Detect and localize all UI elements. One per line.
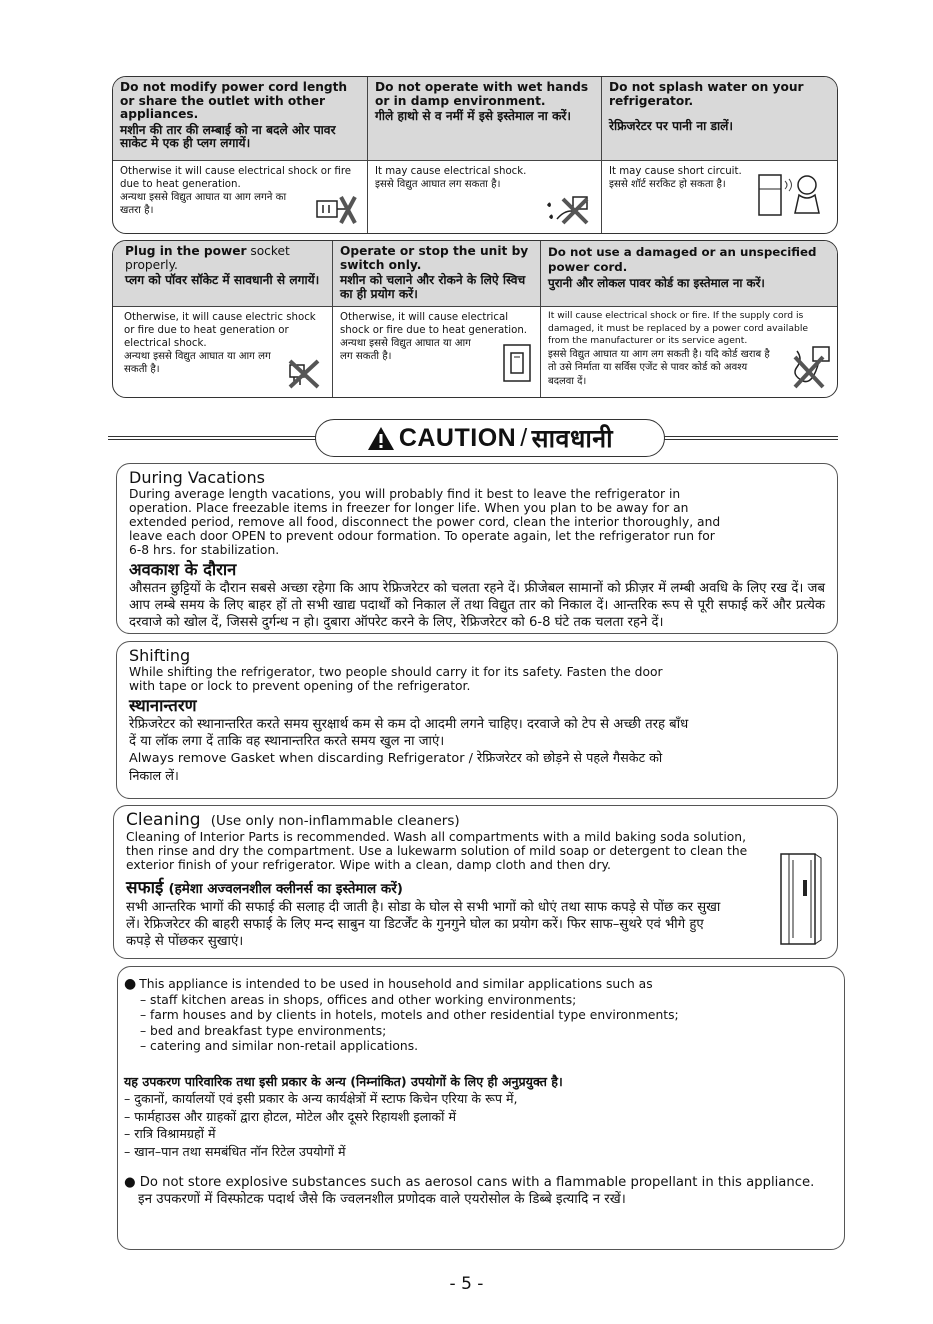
banner-rule-left xyxy=(108,436,316,440)
section-title-hi: सफाई xyxy=(126,878,164,898)
warning-heading xyxy=(113,77,367,161)
usage-intro-text: This appliance is intended to be used in household and similar applications such as xyxy=(139,977,653,991)
usage-item: – catering and similar non-retail applications. xyxy=(140,1039,419,1054)
caution-title: CAUTION xyxy=(398,423,517,452)
warning-heading-en: Plug in the power xyxy=(125,244,247,258)
warning-body-en: Otherwise, it will cause electric shock or fire due to heat generation or electrical shock. xyxy=(124,312,316,349)
warning-wet-hands xyxy=(368,77,602,233)
warning-body-hi: इससे विद्युत आघात या आग लग सकती है। यदि कोर्ड खराब है तो उसे निर्माता या सर्विस एजेंट से पावर कोर्ड को अवश्य बदलवा दें। xyxy=(548,348,770,387)
warning-heading xyxy=(333,241,540,307)
warning-body-en: It may cause electrical shock. xyxy=(375,166,527,177)
warning-heading-en: Do not operate with wet hands or in damp environment. xyxy=(375,80,589,108)
section-text-hi: औसतन छुट्टियों के दौरान सबसे अच्छा रहेगा कि आप रेफ्रिजरेटर को चलता रहने दें। फ्रीजेबल सामानों को फ्रीज़र में लम्बी अवधि के लिए रख दें। जब आप लम्बे समय के लिए बाहर हों तो सभी खाद्य पदार्थों को निकाल लें तथा विद्युत तार को निकाल दें। आन्तरिक रूप से पूरी सफाई करें और प्रत्येक दरवाजे को खोल दें, जिससे दुर्गन्ध न हो। दुबारा ऑपरेट करने के लिए, रेफ्रिजरेटर को 6-8 घंटे तक चलता रहने दें। xyxy=(129,581,825,631)
usage-item-hi: – खान–पान तथा समबंधित नॉन रिटेल उपयोगों में xyxy=(124,1143,346,1159)
warning-heading xyxy=(113,241,332,307)
warning-heading-hi: प्लग को पॉवर सॉकेट में सावधानी से लगायें। xyxy=(125,273,320,287)
warning-body-hi: इससे विद्युत आघात लग सकता है। xyxy=(375,179,501,190)
section-vacations xyxy=(116,463,838,634)
warning-damaged-cord xyxy=(541,241,837,397)
section-title: Shifting xyxy=(129,646,191,665)
warning-body xyxy=(113,161,367,233)
section-subtitle: (Use only non-inflammable cleaners) xyxy=(210,813,460,829)
water-splash-refrigerator-icon xyxy=(755,169,829,219)
warning-heading-hi: मशीन की तार की लम्बाई को ना बदले ओर पावर साकेट मे एक ही प्लग लगायें। xyxy=(120,122,336,150)
warning-body-en: It will cause electrical shock or fire. If the supply cord is damaged, it must be replaced by a power cord available from the manufacturer or its service agent. xyxy=(548,310,809,346)
warning-heading-hi: मशीन को चलाने और रोकने के लिऐ स्विच का ही प्रयोग करें। xyxy=(340,273,526,301)
warning-body-en: Otherwise, it will cause electrical shock or fire due to heat generation. xyxy=(340,312,528,336)
usage-item-hi: – रात्रि विश्रामग्रहों में xyxy=(124,1126,216,1142)
section-cleaning xyxy=(113,805,838,959)
warning-body-hi: अन्यथा इससे विद्युत आघात या आग लग सकती है। xyxy=(124,351,271,375)
warning-body xyxy=(541,307,837,397)
warning-body xyxy=(602,161,837,233)
warning-body-hi: अन्यथा इससे विद्युत आघात या आग लगने का खतरा है। xyxy=(120,192,287,216)
refrigerator-icon xyxy=(775,850,825,950)
section-title-hi: अवकाश के दौरान xyxy=(129,560,237,579)
warning-body-hi: अन्यथा इससे विद्युत आघात या आग लग सकती है। xyxy=(340,338,471,362)
warning-heading-en: Do not splash water on your refrigerator. xyxy=(609,80,804,108)
warning-heading-en: Do not use a damaged or an unspecified power cord. xyxy=(548,245,817,274)
warning-body xyxy=(333,307,540,397)
banner-rule-right xyxy=(664,436,838,440)
warning-body-en: Otherwise it will cause electrical shock or fire due to heat generation. xyxy=(120,166,352,190)
section-text-en: While shifting the refrigerator, two people should carry it for its safety. Fasten the door with tape or lock to prevent opening of the refrigerator. xyxy=(129,665,663,693)
section-title: During Vacations xyxy=(129,468,265,487)
warning-box-row1 xyxy=(112,76,838,234)
usage-item: – farm houses and by clients in hotels, motels and other residential type environments; xyxy=(140,1008,679,1023)
page-number: - 5 - xyxy=(449,1274,484,1294)
section-subtitle-hi: (हमेशा अज्वलनशील क्लीनर्स का इस्तेमाल करें) xyxy=(168,881,403,897)
warning-power-cord-modify xyxy=(113,77,368,233)
section-text-hi: रेफ्रिजरेटर को स्थानान्तरित करते समय सुरक्षार्थ कम से कम दो आदमी लगने चाहिए। दरवाजे को टेप से अच्छी तरह बाँध दें या लॉक लगा दें ताकि वह स्थानान्तरित करते समय खुल ना जाएं। xyxy=(129,717,689,750)
warning-heading-hi: रेफ्रिजरेटर पर पानी ना डालें। xyxy=(609,119,734,133)
usage-item-hi: – फार्महाउस और ग्राहकों द्वारा होटल, मोटेल और दूसरे रिहायशी इलाकों में xyxy=(124,1108,456,1124)
warning-water-splash xyxy=(602,77,837,233)
usage-item: – staff kitchen areas in shops, offices and other working environments; xyxy=(140,992,577,1007)
warning-heading xyxy=(541,241,837,307)
section-text-en: Cleaning of Interior Parts is recommended. Wash all compartments with a mild baking soda solution, then rinse and dry the compartment. Use a lukewarm solution of mild soap or detergent to clean the exterior finish of your refrigerator. Wipe with a clean, damp cloth and then dry. xyxy=(126,830,748,872)
section-title-hi: स्थानान्तरण xyxy=(129,696,197,715)
warning-body-hi: इससे शॉर्ट सरकिट हो सकता है। xyxy=(609,179,726,190)
explosive-warning: ● Do not store explosive substances such as aerosol cans with a flammable propellant in this appliance. xyxy=(124,1175,815,1191)
warning-heading-en-rest: socket properly. xyxy=(125,244,290,272)
warning-heading xyxy=(368,77,601,161)
warning-heading-en: Do not modify power cord length or share the outlet with other appliances. xyxy=(120,80,348,121)
gasket-note: Always remove Gasket when discarding Refrigerator / रेफ्रिजरेटर को छोड़ने से पहले गैसकेट को निकाल लें। xyxy=(129,751,663,784)
section-usage xyxy=(117,966,845,1250)
section-shifting xyxy=(116,641,838,799)
explosive-warning-text: Do not store explosive substances such as aerosol cans with a flammable propellant in this appliance. xyxy=(139,1175,815,1191)
warning-body xyxy=(113,307,332,397)
warning-box-row2 xyxy=(112,240,838,398)
caution-banner xyxy=(315,419,665,457)
usage-item: – bed and breakfast type environments; xyxy=(140,1023,387,1038)
wall-switch-icon xyxy=(502,343,532,383)
section-text-hi: सभी आन्तरिक भागों की सफाई की सलाह दी जाती है। सोडा के घोल से सभी भागों को धोएं तथा साफ कपड़े से पोंछ कर सुखा लें। रेफ्रिजरेटर की बाहरी सफाई के लिए मन्द साबुन या डिटर्जेंट के गुनगुने घोल का प्रयोग करें। फिर साफ–सुथरे एवं भीगे हुए कपड़े से पोंछकर सुखाएं। xyxy=(126,900,721,950)
usage-intro: ● This appliance is intended to be used in household and similar applications such as xyxy=(124,976,653,992)
warning-heading-en: Operate or stop the unit by switch only. xyxy=(340,244,529,272)
wet-hand-prohibited-icon xyxy=(543,193,593,227)
explosive-warning-hi: इन उपकरणों में विस्फोटक पदार्थ जैसे कि ज्वलनशील प्रणोदक वाले एयरोसोल के डिब्बे इत्यादि न रखें। xyxy=(138,1192,626,1208)
warning-body xyxy=(368,161,601,233)
warning-body-en: It may cause short circuit. xyxy=(609,166,742,177)
warning-switch-only xyxy=(333,241,541,397)
caution-separator: / xyxy=(520,423,528,452)
warning-plug-properly xyxy=(113,241,333,397)
damaged-cord-prohibited-icon xyxy=(789,341,833,391)
warning-heading xyxy=(602,77,837,161)
usage-item-hi: – दुकानों, कार्यालयों एवं इसी प्रकार के अन्य कार्यक्षेत्रों में स्टाफ किचेन एरिया के रूप में, xyxy=(124,1091,518,1107)
section-title: Cleaning xyxy=(126,810,201,830)
plug-prohibited-icon xyxy=(284,357,324,391)
plug-socket-prohibited-icon xyxy=(313,193,359,227)
warning-triangle-icon xyxy=(367,426,395,451)
caution-title-hi: सावधानी xyxy=(531,425,614,453)
warning-heading-hi: गीले हाथो से व नमीं में इसे इस्तेमाल ना करें। xyxy=(375,109,572,123)
warning-heading-hi: पुरानी और लोकल पावर कोर्ड का इस्तेमाल ना करें। xyxy=(548,276,765,290)
section-text-en: During average length vacations, you will probably find it best to leave the refrigerator in operation. Place freezable items in freezer for longer life. When you plan to be away for an extended period, remove all food, disconnect the power cord, clean the interior thoroughly, and leave each door OPEN to prevent odour formation. To operate again, let the refrigerator run for 6-8 hrs. for stabilization. xyxy=(129,487,721,557)
usage-intro-hi: यह उपकरण पारिवारिक तथा इसी प्रकार के अन्य (निम्नांकित) उपयोगों के लिए ही अनुप्रयुक्त है। xyxy=(124,1073,563,1089)
